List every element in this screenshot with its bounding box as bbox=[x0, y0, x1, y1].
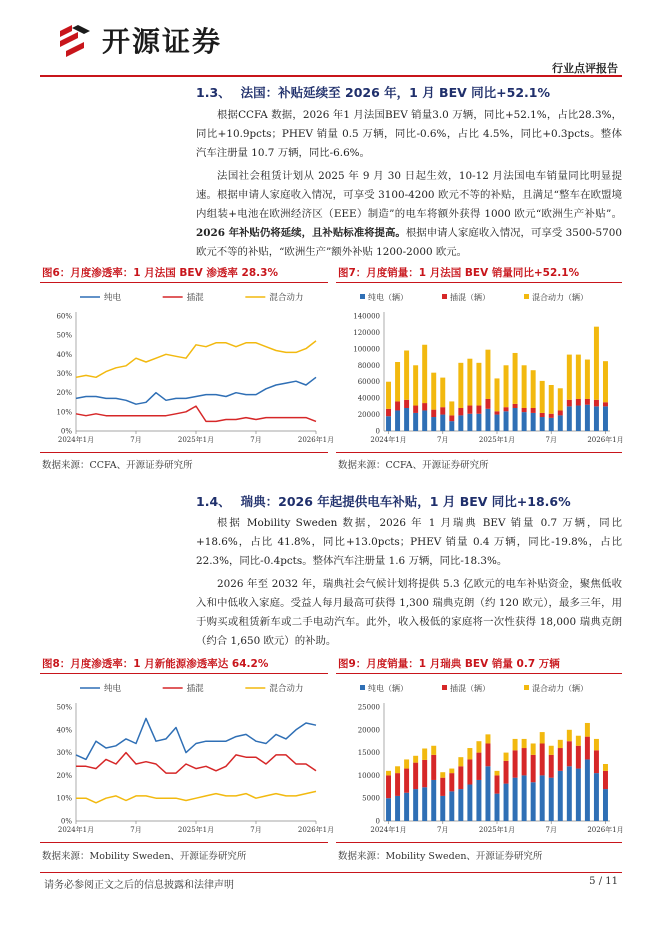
bar-segment bbox=[540, 743, 545, 775]
bar-segment bbox=[431, 417, 436, 431]
bar-segment bbox=[422, 748, 427, 759]
bar-segment bbox=[567, 730, 572, 741]
series-line bbox=[76, 377, 316, 404]
y-tick-label: 20000 bbox=[357, 411, 380, 420]
x-tick-label: 7月 bbox=[250, 826, 262, 834]
bar-segment bbox=[594, 400, 599, 407]
bar-segment bbox=[495, 775, 500, 793]
figure-bottom-line bbox=[336, 452, 622, 453]
bar-segment bbox=[495, 794, 500, 821]
bar-segment bbox=[531, 755, 536, 782]
bar-segment bbox=[504, 784, 509, 821]
bar-segment bbox=[549, 418, 554, 431]
bar-segment bbox=[594, 406, 599, 431]
x-tick-label: 7月 bbox=[437, 436, 449, 444]
bar-segment bbox=[467, 785, 472, 821]
bar-segment bbox=[476, 363, 481, 406]
bar-segment bbox=[395, 362, 400, 401]
bar-segment bbox=[440, 407, 445, 414]
bar-segment bbox=[386, 382, 391, 409]
series-line bbox=[76, 718, 316, 759]
series-line bbox=[76, 753, 316, 774]
x-tick-label: 2024年1月 bbox=[370, 436, 407, 444]
figure-source: 数据来源：CCFA、开源证券研究所 bbox=[338, 460, 489, 471]
bar-segment bbox=[404, 793, 409, 821]
bar-segment bbox=[404, 351, 409, 400]
fig8-line-chart bbox=[40, 677, 335, 841]
bar-segment bbox=[458, 363, 463, 408]
bar-segment bbox=[467, 748, 472, 759]
bar-segment bbox=[522, 739, 527, 748]
bar-segment bbox=[603, 789, 608, 821]
bar-segment bbox=[513, 404, 518, 408]
bar-segment bbox=[395, 410, 400, 431]
bar-segment bbox=[540, 417, 545, 431]
bar-segment bbox=[603, 361, 608, 402]
series-line bbox=[76, 406, 316, 421]
bar-segment bbox=[449, 773, 454, 791]
bar-segment bbox=[476, 741, 481, 752]
bar-segment bbox=[458, 757, 463, 766]
logo-text: 开源证券 bbox=[102, 25, 223, 58]
bar-segment bbox=[585, 737, 590, 760]
legend-swatch bbox=[360, 294, 365, 299]
bar-segment bbox=[540, 775, 545, 821]
bar-segment bbox=[440, 378, 445, 408]
bar-segment bbox=[422, 787, 427, 821]
header-divider bbox=[40, 75, 622, 77]
y-tick-label: 50% bbox=[56, 703, 72, 712]
y-tick-label: 30% bbox=[56, 370, 72, 378]
bar-segment bbox=[431, 746, 436, 755]
legend-label: 插混 bbox=[186, 293, 204, 303]
bar-segment bbox=[413, 789, 418, 821]
y-tick-label: 10% bbox=[56, 408, 72, 417]
bar-segment bbox=[567, 741, 572, 766]
y-tick-label: 80000 bbox=[357, 361, 380, 370]
y-tick-label: 20% bbox=[56, 771, 72, 780]
bar-segment bbox=[485, 350, 490, 399]
paragraph-sweden-sales: 根据 Mobility Sweden 数据，2026 年 1 月瑞典 BEV 销量 0.7 万辆，同比+18.6%，占比 41.8%，同比+13.0pcts；PHEV 销量 0.4 万辆，同比-19.8%，占比 22.3%，同比-0.4pcts。整体汽车注册量 1.6 万辆，同比-18.3%。 bbox=[196, 517, 622, 567]
bar-segment bbox=[522, 775, 527, 821]
fig7-stacked-bar-chart bbox=[336, 286, 622, 451]
bar-segment bbox=[395, 766, 400, 773]
bar-segment bbox=[431, 755, 436, 780]
bar-segment bbox=[422, 760, 427, 787]
bar-segment bbox=[413, 406, 418, 413]
series-line bbox=[76, 341, 316, 377]
bar-segment bbox=[531, 743, 536, 754]
bar-segment bbox=[485, 743, 490, 766]
bar-segment bbox=[449, 421, 454, 431]
y-tick-label: 120000 bbox=[353, 328, 380, 337]
legend-label: 插混（辆） bbox=[450, 684, 490, 693]
bar-segment bbox=[549, 778, 554, 821]
paragraph-text: 法国社会租赁计划从 2025 年 9 月 30 日起生效，10-12 月法国电车销量同比明显提速。根据申请人家庭收入情况，可享受 3100-4200 欧元不等的补贴，且满足“整车在欧盟境内组装+电池在欧洲经济区（EEE）制造”的电车将额外获得 1000 欧元“欧洲生产补贴”。 bbox=[196, 170, 622, 220]
bar-segment bbox=[431, 410, 436, 417]
legend-label: 混合动力（辆） bbox=[532, 684, 588, 693]
y-tick-label: 25000 bbox=[357, 703, 380, 712]
logo-mark-icon bbox=[58, 23, 94, 57]
figure-source: 数据来源：Mobility Sweden、开源证券研究所 bbox=[338, 851, 543, 862]
x-tick-label: 2025年1月 bbox=[177, 436, 215, 444]
x-tick-label: 2026年1月 bbox=[297, 826, 335, 834]
bar-segment bbox=[458, 766, 463, 789]
bar-segment bbox=[504, 365, 509, 407]
bar-segment bbox=[431, 373, 436, 410]
bar-segment bbox=[386, 409, 391, 416]
x-tick-label: 7月 bbox=[437, 826, 449, 834]
bar-segment bbox=[458, 789, 463, 821]
bar-segment bbox=[458, 415, 463, 431]
figure-source: 数据来源：Mobility Sweden、开源证券研究所 bbox=[42, 851, 247, 862]
page-number: 5 / 11 bbox=[589, 876, 618, 887]
figure-bottom-line bbox=[40, 452, 328, 453]
bar-segment bbox=[594, 739, 599, 750]
x-tick-label: 2024年1月 bbox=[57, 436, 95, 444]
y-tick-label: 10000 bbox=[357, 771, 380, 780]
bar-segment bbox=[495, 415, 500, 431]
paragraph-france-subsidy bbox=[196, 167, 622, 262]
y-tick-label: 0% bbox=[60, 427, 72, 436]
x-tick-label: 2026年1月 bbox=[587, 826, 624, 834]
bar-segment bbox=[531, 408, 536, 413]
bar-segment bbox=[386, 775, 391, 798]
bar-segment bbox=[585, 360, 590, 399]
bar-segment bbox=[567, 406, 572, 431]
x-tick-label: 2026年1月 bbox=[587, 436, 624, 444]
x-tick-label: 2026年1月 bbox=[297, 436, 335, 444]
x-tick-label: 2024年1月 bbox=[57, 826, 95, 834]
bar-segment bbox=[522, 408, 527, 412]
y-tick-label: 0 bbox=[375, 427, 380, 436]
x-tick-label: 7月 bbox=[545, 436, 557, 444]
bar-segment bbox=[476, 406, 481, 414]
legend-swatch bbox=[442, 294, 447, 299]
y-tick-label: 100000 bbox=[353, 345, 380, 354]
bar-segment bbox=[576, 355, 581, 399]
bar-segment bbox=[549, 746, 554, 755]
y-tick-label: 40% bbox=[56, 726, 72, 735]
x-tick-label: 7月 bbox=[130, 826, 142, 834]
bar-segment bbox=[531, 782, 536, 821]
bar-segment bbox=[513, 750, 518, 777]
bar-segment bbox=[440, 415, 445, 431]
bar-segment bbox=[531, 370, 536, 408]
y-tick-label: 50% bbox=[56, 331, 72, 340]
legend-swatch bbox=[524, 294, 529, 299]
bar-segment bbox=[404, 408, 409, 431]
y-tick-label: 60% bbox=[56, 312, 72, 321]
legend-swatch bbox=[524, 685, 529, 690]
bar-segment bbox=[395, 401, 400, 410]
bar-segment bbox=[567, 355, 572, 400]
bar-segment bbox=[386, 416, 391, 431]
bar-segment bbox=[413, 365, 418, 405]
bar-segment bbox=[558, 415, 563, 431]
legend-label: 纯电 bbox=[104, 684, 122, 694]
bar-segment bbox=[558, 771, 563, 821]
bar-segment bbox=[558, 748, 563, 771]
figure-bottom-line bbox=[40, 842, 328, 843]
bar-segment bbox=[549, 385, 554, 414]
legend-label: 插混（辆） bbox=[450, 293, 490, 302]
bar-segment bbox=[467, 759, 472, 784]
bar-segment bbox=[549, 414, 554, 418]
paragraph-france-sales: 根据CCFA 数据，2026 年1 月法国BEV 销量3.0 万辆，同比+52.1%，占比28.3%，同比+10.9pcts；PHEV 销量 0.5 万辆，同比-0.6%，占比 4.5%，同比+0.3pcts。整体汽车注册量 10.7 万辆，同比-6.6%。 bbox=[196, 109, 622, 159]
figure-title-underline bbox=[336, 673, 622, 674]
y-tick-label: 15000 bbox=[357, 749, 380, 758]
bar-segment bbox=[603, 406, 608, 431]
bar-segment bbox=[467, 406, 472, 414]
section-title-sweden bbox=[196, 492, 571, 510]
x-tick-label: 7月 bbox=[545, 826, 557, 834]
bar-segment bbox=[558, 740, 563, 748]
bar-segment bbox=[558, 410, 563, 415]
bar-segment bbox=[404, 759, 409, 768]
bar-segment bbox=[567, 766, 572, 821]
figure-title-underline bbox=[336, 282, 622, 283]
bar-segment bbox=[485, 409, 490, 431]
report-type-label: 行业点评报告 bbox=[552, 62, 618, 75]
bar-segment bbox=[413, 413, 418, 431]
bar-segment bbox=[449, 791, 454, 821]
bar-segment bbox=[576, 399, 581, 406]
bar-segment bbox=[495, 411, 500, 414]
figure-title: 图8：月度渗透率：1 月新能源渗透率达 64.2% bbox=[42, 658, 269, 670]
fig6-line-chart bbox=[40, 286, 335, 451]
y-tick-label: 40% bbox=[56, 350, 72, 359]
bar-segment bbox=[603, 771, 608, 789]
bar-segment bbox=[422, 345, 427, 403]
bar-segment bbox=[485, 734, 490, 743]
bar-segment bbox=[504, 411, 509, 431]
footer-disclaimer: 请务必参阅正文之后的信息披露和法律声明 bbox=[44, 880, 234, 891]
figure-title: 图6：月度渗透率：1 月法国 BEV 渗透率 28.3% bbox=[42, 267, 278, 279]
bar-segment bbox=[495, 378, 500, 411]
paragraph-bold-text: 2026 年补贴仍将延续，且补贴标准将提高。 bbox=[196, 227, 406, 239]
fig9-stacked-bar-chart bbox=[336, 677, 622, 841]
figure-title: 图7：月度销量：1 月法国 BEV 销量同比+52.1% bbox=[338, 267, 580, 279]
bar-segment bbox=[395, 796, 400, 821]
bar-segment bbox=[540, 732, 545, 743]
bar-segment bbox=[413, 756, 418, 763]
bar-segment bbox=[395, 773, 400, 796]
bar-segment bbox=[440, 796, 445, 821]
bar-segment bbox=[449, 415, 454, 421]
bar-segment bbox=[603, 764, 608, 771]
figure-title: 图9：月度销量：1 月瑞典 BEV 销量 0.7 万辆 bbox=[338, 658, 560, 670]
bar-segment bbox=[485, 399, 490, 409]
x-tick-label: 2025年1月 bbox=[177, 826, 215, 834]
bar-segment bbox=[585, 399, 590, 405]
legend-label: 混合动力 bbox=[269, 684, 304, 694]
bar-segment bbox=[576, 769, 581, 821]
bar-segment bbox=[386, 771, 391, 776]
bar-segment bbox=[603, 402, 608, 406]
bar-segment bbox=[585, 405, 590, 431]
bar-segment bbox=[594, 327, 599, 400]
bar-segment bbox=[576, 746, 581, 769]
section-title-text: 瑞典：2026 年起提供电车补贴，1 月 BEV 同比+18.6% bbox=[240, 494, 571, 509]
bar-segment bbox=[576, 736, 581, 746]
x-tick-label: 2025年1月 bbox=[478, 826, 516, 834]
bar-segment bbox=[522, 748, 527, 775]
bar-segment bbox=[467, 414, 472, 431]
bar-segment bbox=[386, 798, 391, 821]
bar-segment bbox=[522, 365, 527, 408]
figure-source: 数据来源：CCFA、开源证券研究所 bbox=[42, 460, 193, 471]
legend-label: 混合动力 bbox=[269, 293, 304, 303]
bar-segment bbox=[504, 407, 509, 411]
bar-segment bbox=[476, 753, 481, 780]
y-tick-label: 0 bbox=[375, 817, 380, 826]
bar-segment bbox=[431, 780, 436, 821]
section-number: 1.4、 bbox=[196, 494, 231, 509]
x-tick-label: 7月 bbox=[130, 436, 142, 444]
paragraph-text: 根据申请人家庭收入情况，可享受 3500-5700 欧元不等的补贴，“欧洲生产”额外补贴 1200-2000 欧元。 bbox=[196, 227, 622, 258]
bar-segment bbox=[513, 353, 518, 404]
x-tick-label: 2025年1月 bbox=[478, 436, 516, 444]
section-title-france bbox=[196, 83, 550, 101]
bar-segment bbox=[495, 771, 500, 776]
x-tick-label: 7月 bbox=[250, 436, 262, 444]
y-tick-label: 40000 bbox=[357, 394, 380, 403]
y-tick-label: 60000 bbox=[357, 378, 380, 387]
y-tick-label: 140000 bbox=[353, 312, 380, 321]
legend-label: 插混 bbox=[186, 684, 204, 694]
bar-segment bbox=[594, 750, 599, 773]
series-line bbox=[76, 791, 316, 802]
bar-segment bbox=[422, 403, 427, 410]
y-tick-label: 0% bbox=[60, 817, 72, 826]
bar-segment bbox=[522, 412, 527, 431]
section-number: 1.3、 bbox=[196, 85, 231, 100]
bar-segment bbox=[404, 769, 409, 793]
legend-label: 纯电（辆） bbox=[368, 684, 408, 693]
bar-segment bbox=[567, 400, 572, 407]
company-logo bbox=[58, 22, 222, 58]
bar-segment bbox=[504, 753, 509, 761]
bar-segment bbox=[549, 755, 554, 778]
bar-segment bbox=[422, 410, 427, 431]
figure-title-underline bbox=[40, 673, 328, 674]
bar-segment bbox=[504, 761, 509, 784]
legend-label: 混合动力（辆） bbox=[532, 293, 588, 302]
y-tick-label: 5000 bbox=[362, 794, 380, 803]
legend-label: 纯电 bbox=[104, 293, 122, 303]
bar-segment bbox=[440, 772, 445, 777]
bar-segment bbox=[449, 401, 454, 415]
x-tick-label: 2024年1月 bbox=[370, 826, 407, 834]
bar-segment bbox=[585, 723, 590, 737]
bar-segment bbox=[558, 388, 563, 410]
figure-bottom-line bbox=[336, 842, 622, 843]
legend-label: 纯电（辆） bbox=[368, 293, 408, 302]
y-tick-label: 30% bbox=[56, 749, 72, 758]
bar-segment bbox=[531, 413, 536, 431]
y-tick-label: 20000 bbox=[357, 726, 380, 735]
footer-divider bbox=[40, 872, 622, 873]
section-title-text: 法国：补贴延续至 2026 年，1 月 BEV 同比+52.1% bbox=[240, 85, 550, 100]
bar-segment bbox=[576, 406, 581, 431]
bar-segment bbox=[440, 778, 445, 796]
bar-segment bbox=[449, 769, 454, 774]
bar-segment bbox=[476, 414, 481, 431]
bar-segment bbox=[458, 408, 463, 415]
bar-segment bbox=[513, 408, 518, 431]
y-tick-label: 10% bbox=[56, 794, 72, 803]
bar-segment bbox=[404, 400, 409, 408]
y-tick-label: 20% bbox=[56, 389, 72, 398]
bar-segment bbox=[540, 381, 545, 413]
legend-swatch bbox=[360, 685, 365, 690]
bar-segment bbox=[485, 766, 490, 821]
bar-segment bbox=[513, 739, 518, 750]
figure-title-underline bbox=[40, 282, 328, 283]
bar-segment bbox=[467, 359, 472, 406]
paragraph-sweden-subsidy: 2026 年至 2032 年，瑞典社会气候计划将提供 5.3 亿欧元的电车补贴资金，聚焦低收入和中低收入家庭。受益人每月最高可获得 1,300 瑞典克朗（约 120 欧元），最多三年，用于购买或租赁新车或二手电动汽车。此外，收入极低的家庭将一次性获得 18,000 瑞典克朗（约合 1,650 欧元）的补助。 bbox=[196, 578, 622, 647]
bar-segment bbox=[513, 778, 518, 821]
bar-segment bbox=[413, 763, 418, 789]
legend-swatch bbox=[442, 685, 447, 690]
bar-segment bbox=[476, 780, 481, 821]
bar-segment bbox=[594, 773, 599, 821]
bar-segment bbox=[540, 413, 545, 417]
bar-segment bbox=[585, 759, 590, 821]
